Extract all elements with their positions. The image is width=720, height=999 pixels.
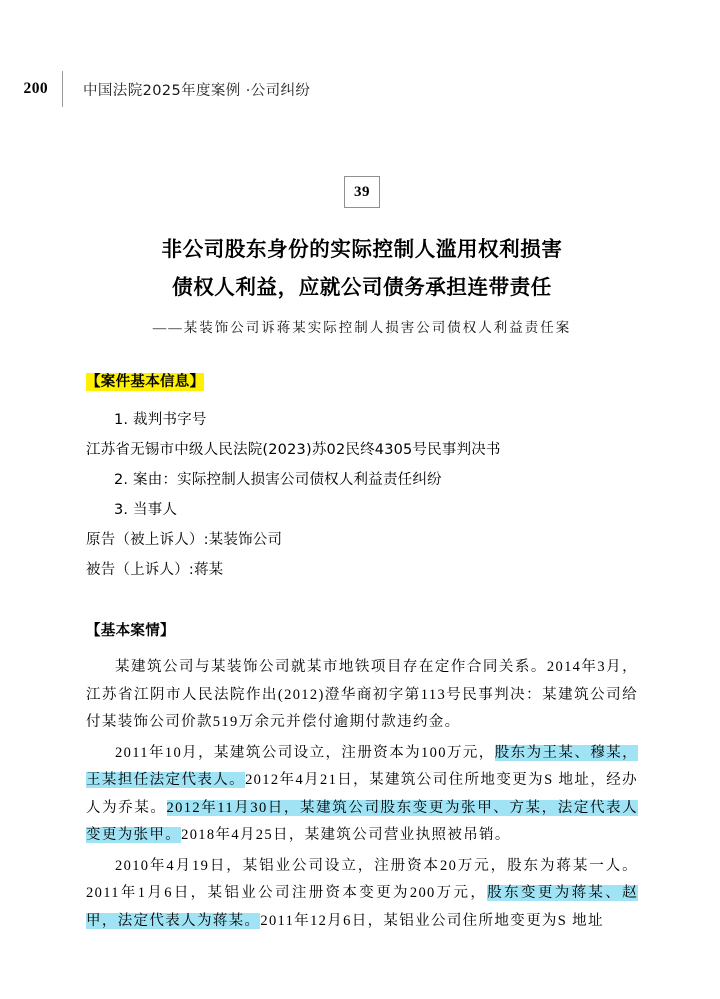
page-number: 200 bbox=[23, 80, 48, 97]
title-line-1: 非公司股东身份的实际控制人滥用权利损害 bbox=[161, 237, 563, 261]
facts-p2-segment-1: 2011年10月，某建筑公司设立，注册资本为100万元， bbox=[115, 744, 495, 761]
facts-p3-segment-1: 2010年4月19日，某铝业公司设立，注册资本20万元，股东为蒋某一人。2011年1月6日，某铝业公司注册资本变更为200万元， bbox=[86, 857, 638, 901]
facts-p3-segment-2: 2011年12月6日，某铝业公司住所地变更为S 地址 bbox=[260, 912, 604, 929]
page-title bbox=[86, 230, 638, 306]
section-heading-facts-text: 【基本案情】 bbox=[86, 623, 175, 639]
page-header bbox=[0, 68, 720, 110]
facts-p2-segment-3: 2018年4月25日，某建筑公司营业执照被吊销。 bbox=[181, 827, 511, 843]
case-info-list bbox=[86, 405, 638, 585]
info-item-judgment-number-label: 1. 裁判书字号 bbox=[114, 412, 207, 428]
book-title: 中国法院2025年度案例 ·公司纠纷 bbox=[83, 82, 311, 99]
facts-p2-segment-2: 2012年4月21日，某建筑公司住所地变更为S 地址，经办人为乔某。 bbox=[86, 772, 638, 816]
facts-paragraph-3 bbox=[86, 853, 638, 936]
facts-paragraph-1 bbox=[86, 654, 638, 737]
info-item-parties-label: 3. 当事人 bbox=[114, 502, 178, 518]
facts-p1-text: 某建筑公司与某装饰公司就某市地铁项目存在定作合同关系。2014年3月，江苏省江阴市人民法院作出(2012)澄华商初字第113号民事判决：某建筑公司给付某装饰公司价款519万余元并偿付逾期付款违约金。 bbox=[86, 659, 638, 730]
case-badge-wrapper bbox=[86, 176, 638, 208]
document-content bbox=[86, 176, 638, 935]
info-item-plaintiff: 原告（被上诉人）:某装饰公司 bbox=[86, 532, 283, 548]
info-item-defendant: 被告（上诉人）:蒋某 bbox=[86, 562, 224, 578]
facts-p2-highlight-1: 股东为王某、穆某，王某担任法定代表人。 bbox=[86, 744, 638, 788]
title-line-2: 债权人利益，应就公司债务承担连带责任 bbox=[172, 275, 552, 299]
section-heading-case-info-text: 【案件基本信息】 bbox=[86, 374, 205, 390]
case-number-badge: 39 bbox=[344, 176, 380, 208]
info-item-judgment-number-value: 江苏省无锡市中级人民法院(2023)苏02民终4305号民事判决书 bbox=[86, 442, 501, 458]
facts-p2-highlight-2: 2012年11月30日，某建筑公司股东变更为张甲、方某，法定代表人变更为张甲。 bbox=[86, 799, 639, 843]
info-item-cause-of-action: 2. 案由：实际控制人损害公司债权人利益责任纠纷 bbox=[114, 472, 442, 488]
facts-p3-highlight-1: 股东变更为蒋某、赵甲，法定代表人为蒋某。 bbox=[86, 885, 638, 929]
section-heading-case-info bbox=[86, 370, 638, 391]
section-heading-facts bbox=[86, 619, 638, 640]
facts-paragraph-2 bbox=[86, 740, 638, 850]
article-subtitle: ——某装饰公司诉蒋某实际控制人损害公司债权人利益责任案 bbox=[152, 320, 572, 335]
